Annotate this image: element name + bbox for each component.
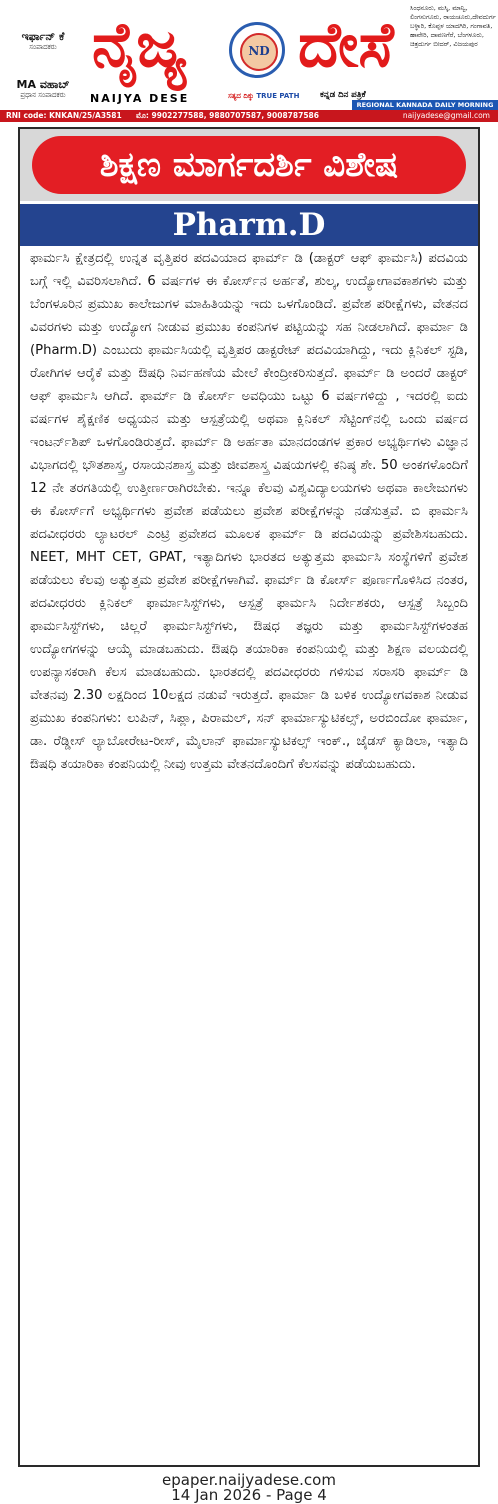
newspaper-title-left: ನೈಜ್ಯ xyxy=(92,8,188,81)
regional-label: REGIONAL KANNADA DAILY MORNING xyxy=(352,100,498,110)
logo-monogram: ND xyxy=(248,44,270,58)
editor-name: ಇರ್ಫಾನ್ ಕೆ xyxy=(21,30,65,43)
phone-numbers: ಮೊ: 9902277588, 9880707587, 9008787586 xyxy=(136,111,319,120)
coverage-areas: ಸಿಂಧನೂರು, ಮಸ್ಕಿ, ಮಾನ್ವಿ, ಲಿಂಗಸುಗೂರು, ರಾಯಚೂರು,ದೇವದುರ್ಗ ಬಳ್ಳಾರಿ, ಕೊಪ್ಪಳ ಯಾದಗಿರಿ, ಗಂಗಾವತಿ, ಹಾವೇರಿ, ದಾವಣಗೆರೆ, ಬೆಂಗಳೂರು, ಚಿತ್ರದುರ್ಗ ಬೀದರ್, ವಿಜಯಪುರ xyxy=(410,4,496,48)
article-subject: Pharm.D xyxy=(172,207,326,243)
coeditor-role: ಪ್ರಧಾನ ಸಂಪಾದಕರು xyxy=(20,91,66,99)
subject-banner xyxy=(20,203,478,247)
newspaper-latin-title: NAIJYA DESE xyxy=(90,92,190,105)
info-strip xyxy=(0,110,498,122)
editor-credits xyxy=(4,30,82,100)
newspaper-subtitle: ಕನ್ನಡ ದಿನ ಪತ್ರಿಕೆ xyxy=(320,90,366,100)
article-frame xyxy=(18,127,480,1467)
newspaper-title-right: ದೇಸೆ xyxy=(298,8,394,81)
tagline-english: TRUE PATH xyxy=(256,92,300,100)
article-body xyxy=(30,247,468,776)
heading-pill xyxy=(32,136,466,194)
rni-code: RNI code: KNKAN/25/A3581 xyxy=(6,111,122,120)
epaper-url[interactable]: epaper.naijyadese.com xyxy=(162,1471,336,1489)
masthead xyxy=(0,0,498,108)
coeditor-name: MA ವಹಾಬ್ xyxy=(16,78,70,91)
heading-banner xyxy=(20,129,478,201)
newspaper-logo-icon xyxy=(229,22,285,78)
date-page: 14 Jan 2026 - Page 4 xyxy=(171,1486,327,1504)
article-heading: ಶಿಕ್ಷಣ ಮಾರ್ಗದರ್ಶಿ ವಿಶೇಷ xyxy=(99,145,399,185)
tagline-kannada: ಸತ್ಯದ ದಿಕ್ಕು xyxy=(228,92,254,100)
tagline xyxy=(228,92,299,101)
email-link[interactable]: naijyadese@gmail.com xyxy=(402,111,490,120)
article-paragraph: ಫಾರ್ಮಸಿ ಕ್ಷೇತ್ರದಲ್ಲಿ ಉನ್ನತ ವೃತ್ತಿಪರ ಪದವಿಯಾದ ಫಾರ್ಮ್ ಡಿ (ಡಾಕ್ಟರ್ ಆಫ್ ಫಾರ್ಮಸಿ) ಪದವಿಯ ಬಗ್ಗೆ ಇಲ್ಲಿ ವಿವರಿಸಲಾಗಿದೆ. 6 ವರ್ಷಗಳ ಈ ಕೋರ್ಸ್‌ನ ಅರ್ಹತೆ, ಶುಲ್ಕ, ಉದ್ಯೋಗಾವಕಾಶಗಳು ಮತ್ತು ಬೆಂಗಳೂರಿನ ಪ್ರಮುಖ ಕಾಲೇಜುಗಳ ಮಾಹಿತಿಯನ್ನು ಇದು ಒಳಗೊಂಡಿದೆ. ಪ್ರವೇಶ ಪರೀಕ್ಷೆಗಳು, ವೇತನದ ವಿವರಗಳು ಮತ್ತು ಉದ್ಯೋಗ ನೀಡುವ ಪ್ರಮುಖ ಕಂಪನಿಗಳ ಪಟ್ಟಿಯನ್ನು ಸಹ ನೀಡಲಾಗಿದೆ. ಫಾರ್ಮಾ ಡಿ (Pharm.D) ಎಂಬುದು ಫಾರ್ಮಸಿಯಲ್ಲಿ ವೃತ್ತಿಪರ ಡಾಕ್ಟರೇಟ್ ಪದವಿಯಾಗಿದ್ದು, ಇದು ಕ್ಲಿನಿಕಲ್ ಸ್ಟಡಿ, ರೋಗಿಗಳ ಆರೈಕೆ ಮತ್ತು ಔಷಧಿ ನಿರ್ವಹಣೆಯ ಮೇಲೆ ಕೇಂದ್ರೀಕರಿಸುತ್ತದೆ. ಫಾರ್ಮ್ ಡಿ ಅಂದರೆ ಡಾಕ್ಟರ್ ಆಫ್ ಫಾರ್ಮಸಿ ಆಗಿದೆ. ಫಾರ್ಮ್ ಡಿ ಕೋರ್ಸ್ ಅವಧಿಯು ಒಟ್ಟು 6 ವರ್ಷಗಳಿದ್ದು , ಇದರಲ್ಲಿ ಐದು ವರ್ಷಗಳ ಶೈಕ್ಷಣಿಕ ಅಧ್ಯಯನ ಮತ್ತು ಆಸ್ಪತ್ರೆಯಲ್ಲಿ ಅಥವಾ ಕ್ಲಿನಿಕಲ್ ಸೆಟ್ಟಿಂಗ್‌ನಲ್ಲಿ ಒಂದು ವರ್ಷದ ಇಂಟರ್ನ್‌ಶಿಪ್ ಒಳಗೊಂಡಿರುತ್ತದೆ. ಫಾರ್ಮ್ ಡಿ ಅರ್ಹತಾ ಮಾನದಂಡಗಳ ಪ್ರಕಾರ ಅಭ್ಯರ್ಥಿಗಳು ವಿಜ್ಞಾನ ವಿಭಾಗದಲ್ಲಿ ಭೌತಶಾಸ್ತ್ರ, ರಸಾಯನಶಾಸ್ತ್ರ ಮತ್ತು ಜೀವಶಾಸ್ತ್ರ ವಿಷಯಗಳಲ್ಲಿ ಕನಿಷ್ಠ ಶೇ. 50 ಅಂಕಗಳೊಂದಿಗೆ 12 ನೇ ತರಗತಿಯಲ್ಲಿ ಉತ್ತೀರ್ಣರಾಗಿರಬೇಕು. ಇನ್ನೂ ಕೆಲವು ವಿಶ್ವವಿದ್ಯಾಲಯಗಳು ಅಥವಾ ಕಾಲೇಜುಗಳು ಈ ಕೋರ್ಸ್‌ಗೆ ಅಭ್ಯರ್ಥಿಗಳು ಪ್ರವೇಶ ಪಡೆಯಲು ಪ್ರವೇಶ ಪರೀಕ್ಷೆಗಳನ್ನು ನಡೆಸುತ್ತವೆ. ಬಿ ಫಾರ್ಮಸಿ ಪದವೀಧರರು ಲ್ಯಾಟರಲ್ ಎಂಟ್ರಿ ಪ್ರವೇಶದ ಮೂಲಕ ಫಾರ್ಮ್ ಡಿ ಪದವಿಯನ್ನು ಪ್ರವೇಶಿಸಬಹುದು. NEET, MHT CET, GPAT, ಇತ್ಯಾದಿಗಳು ಭಾರತದ ಅತ್ಯುತ್ತಮ ಫಾರ್ಮಸಿ ಸಂಸ್ಥೆಗಳಿಗೆ ಪ್ರವೇಶ ಪಡೆಯಲು ಕೆಲವು ಅತ್ಯುತ್ತಮ ಪ್ರವೇಶ ಪರೀಕ್ಷೆಗಳಾಗಿವೆ. ಫಾರ್ಮ್ ಡಿ ಕೋರ್ಸ್ ಪೂರ್ಣಗೊಳಿಸಿದ ನಂತರ, ಪದವೀಧರರು ಕ್ಲಿನಿಕಲ್ ಫಾರ್ಮಾಸಿಸ್ಟ್‌ಗಳು, ಆಸ್ಪತ್ರೆ ಫಾರ್ಮಸಿ ನಿರ್ದೇಶಕರು, ಆಸ್ಪತ್ರೆ ಸಿಬ್ಬಂದಿ ಫಾರ್ಮಸಿಸ್ಟ್‌ಗಳು, ಚಿಲ್ಲರೆ ಫಾರ್ಮಸಿಸ್ಟ್‌ಗಳು, ಔಷಧ ತಜ್ಞರು ಮತ್ತು ಫಾರ್ಮಸಿಸ್ಟ್‌ಗಳಂತಹ ಉದ್ಯೋಗಗಳನ್ನು ಆಯ್ಕೆ ಮಾಡಬಹುದು. ಔಷಧಿ ತಯಾರಿಕಾ ಕಂಪನಿಯಲ್ಲಿ ಮತ್ತು ಶಿಕ್ಷಣ ವಲಯದಲ್ಲಿ ಉಪನ್ಯಾಸಕರಾಗಿ ಕೆಲಸ ಮಾಡಬಹುದು. ಭಾರತದಲ್ಲಿ ಪದವೀಧರರು ಗಳಿಸುವ ಸರಾಸರಿ ಫಾರ್ಮ್ ಡಿ ವೇತನವು 2.30 ಲಕ್ಷದಿಂದ 10ಲಕ್ಷದ ನಡುವೆ ಇರುತ್ತದೆ. ಫಾರ್ಮಾ ಡಿ ಬಳಿಕ ಉದ್ಯೋಗವಕಾಶ ನೀಡುವ ಪ್ರಮುಖ ಕಂಪನಿಗಳು: ಲುಪಿನ್, ಸಿಪ್ಲಾ, ಪಿರಾಮಲ್, ಸನ್ ಫಾರ್ಮಾಸ್ಯುಟಿಕಲ್ಸ್, ಅರಬಿಂದೋ ಫಾರ್ಮಾ, ಡಾ. ರೆಡ್ಡೀಸ್ ಲ್ಯಾಬೋರೇಟ-ರೀಸ್, ಮೈಲಾನ್ ಫಾರ್ಮಾಸ್ಯುಟಿಕಲ್ಸ್ ಇಂಕ್., ಜೈಡಸ್ ಕ್ಯಾಡಿಲಾ, ಇತ್ಯಾದಿ ಔಷಧಿ ತಯಾರಿಕಾ ಕಂಪನಿಯಲ್ಲಿ ನೀವು ಉತ್ತಮ ವೇತನದೊಂದಿಗೆ ಕೆಲಸವನ್ನು ಪಡೆಯಬಹುದು. xyxy=(30,251,468,772)
editor-role: ಸಂಪಾದಕರು xyxy=(29,43,57,51)
